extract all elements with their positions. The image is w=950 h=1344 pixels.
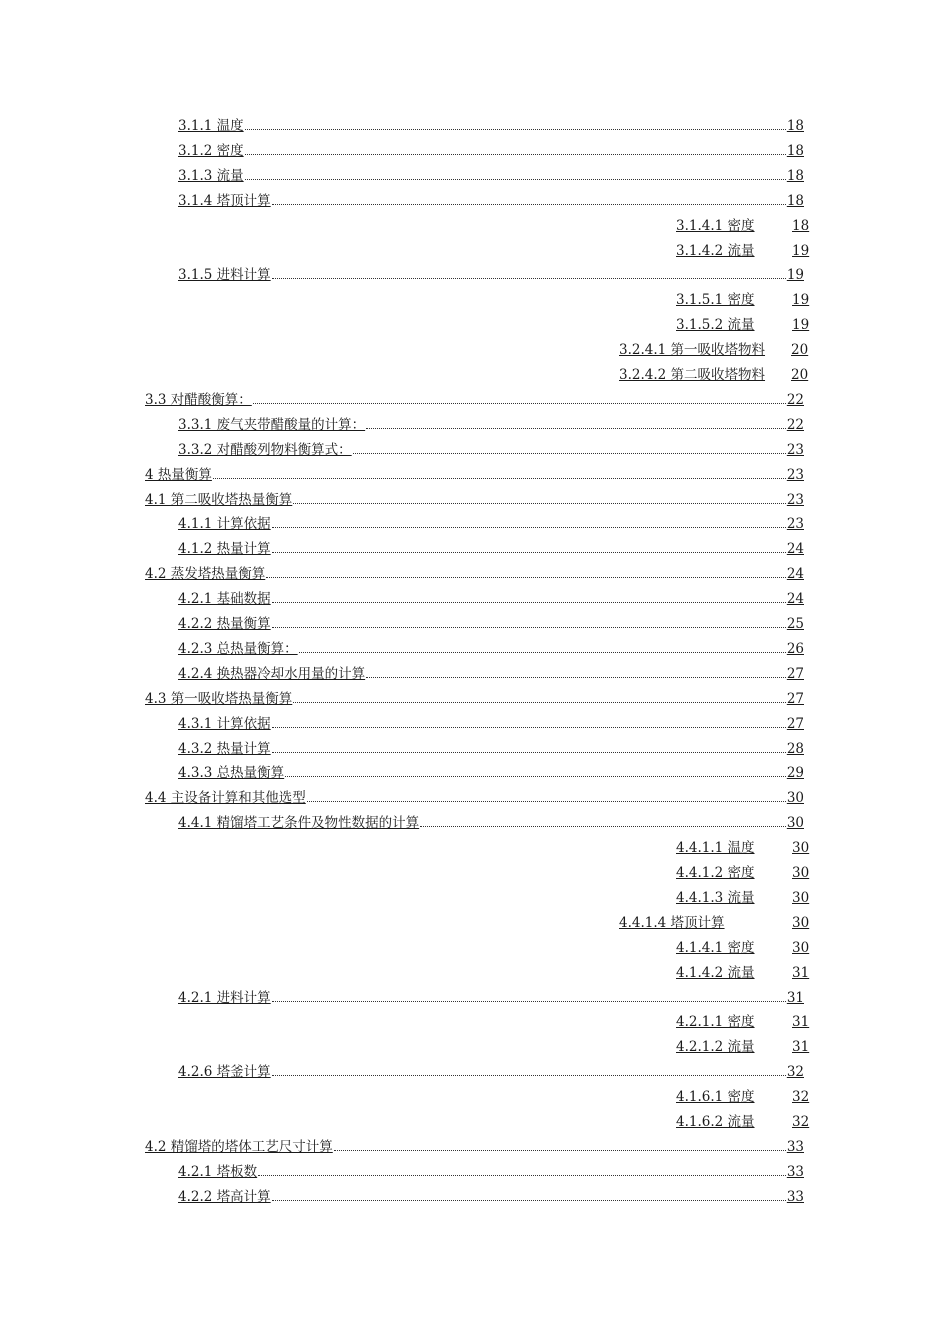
toc-entry-title: 4.1.2 热量计算 [178,541,271,558]
toc-entry-title: 4.2 蒸发塔热量衡算 [145,566,266,583]
toc-entry-title: 4.3.1 计算依据 [178,715,271,732]
toc-leader-dots [272,265,786,279]
toc-entry-page: 23 [786,466,804,483]
toc-entry-title: 4.4.1.2 密度 [676,865,755,881]
toc-entry[interactable] [145,788,804,808]
toc-entry-page: 27 [786,665,804,682]
toc-entry[interactable] [145,490,804,510]
toc-leader-dots [272,614,786,628]
toc-leader-dots [272,589,786,603]
toc-entry-page: 32 [792,1114,810,1130]
toc-entry[interactable] [619,340,809,360]
toc-leader-dots [272,988,786,1002]
toc-leader-dots [272,714,786,728]
toc-entry[interactable] [178,614,804,634]
toc-entry[interactable] [178,440,804,460]
toc-leader-dots [245,116,786,130]
toc-entry-title: 3.2.4.1 第一吸收塔物料 [619,342,766,359]
toc-entry[interactable] [178,1162,804,1182]
toc-leader-dots [293,490,786,504]
toc-entry-title: 4.2.1.1 密度 [676,1014,755,1031]
toc-leader-dots [272,739,786,753]
toc-entry-title: 3.1.4.1 密度 [676,217,755,234]
toc-entry-title: 4.1 第二吸收塔热量衡算 [145,491,293,508]
toc-entry[interactable] [676,315,810,335]
toc-entry-title: 3.3.1 废气夹带醋酸量的计算： [178,416,366,433]
toc-leader-dots [353,440,786,454]
toc-entry-title: 4.4.1.1 温度 [676,840,755,857]
toc-entry[interactable] [676,1112,810,1132]
toc-entry-title: 4.2.4 换热器冷却水用量的计算 [178,665,366,682]
toc-entry[interactable] [676,838,810,858]
toc-entry[interactable] [676,290,810,310]
toc-leader-dots [253,390,786,404]
toc-entry-title: 4.2.3 总热量衡算： [178,640,298,657]
toc-entry-title: 4.1.6.1 密度 [676,1089,755,1106]
toc-entry-title: 3.1.1 温度 [178,118,244,134]
toc-entry-page: 18 [792,217,810,234]
toc-entry-page: 28 [786,740,804,757]
toc-leader-dots [299,639,786,653]
toc-entry-page: 23 [786,491,804,508]
toc-entry-title: 4.1.6.2 流量 [676,1114,755,1130]
toc-entry-page: 23 [786,441,804,458]
toc-entry-page: 33 [786,1163,804,1180]
toc-entry[interactable] [145,390,804,410]
toc-entry-title: 4.1.1 计算依据 [178,516,271,533]
toc-entry[interactable] [178,988,804,1008]
toc-entry-page: 29 [786,765,804,782]
toc-entry[interactable] [178,116,804,136]
toc-entry-page: 30 [792,865,810,881]
toc-entry-page: 30 [792,889,810,906]
toc-entry-title: 4.2.2 塔高计算 [178,1188,271,1205]
toc-entry-page: 31 [792,1014,810,1031]
toc-entry[interactable] [145,465,804,485]
toc-entry-title: 4.2.1 基础数据 [178,591,271,608]
toc-entry[interactable] [178,514,804,534]
toc-entry[interactable] [676,863,810,883]
toc-entry-page: 20 [791,367,809,383]
toc-entry[interactable] [178,763,804,783]
toc-leader-dots [366,664,786,678]
toc-leader-dots [334,1137,786,1151]
toc-entry-title: 4.4.1.3 流量 [676,889,755,906]
toc-entry[interactable] [178,639,804,659]
toc-entry-page: 18 [786,192,804,209]
toc-entry[interactable] [676,1037,810,1057]
toc-entry-page: 19 [792,292,810,309]
toc-entry-title: 4.1.4.2 流量 [676,964,755,981]
toc-entry-page: 18 [786,142,804,159]
toc-entry-title: 4.3 第一吸收塔热量衡算 [145,690,293,707]
toc-entry-title: 3.1.3 流量 [178,167,244,184]
toc-entry-page: 24 [786,541,804,558]
toc-entry-page: 25 [786,616,804,632]
toc-entry[interactable] [676,963,810,983]
toc-entry-page: 19 [792,242,810,259]
toc-entry[interactable] [178,141,804,161]
toc-entry-page: 32 [786,1064,804,1081]
toc-entry-page: 32 [792,1089,810,1106]
toc-leader-dots [272,539,786,553]
toc-entry[interactable] [676,241,810,261]
toc-entry-title: 4 热量衡算 [145,466,212,483]
toc-entry-title: 4.2.1 塔板数 [178,1163,258,1180]
toc-leader-dots [258,1162,786,1176]
toc-entry-title: 3.3.2 对醋酸列物料衡算式： [178,441,352,458]
toc-leader-dots [245,166,786,180]
toc-leader-dots [272,1062,786,1076]
toc-entry[interactable] [145,564,804,584]
toc-entry-page: 31 [786,989,804,1006]
toc-entry-page: 27 [786,715,804,732]
toc-entry-page: 22 [786,416,804,433]
toc-leader-dots [266,564,786,578]
toc-entry-title: 4.3.3 总热量衡算 [178,765,285,782]
toc-entry[interactable] [178,415,804,435]
toc-entry[interactable] [676,216,810,236]
toc-entry-title: 4.2.6 塔釜计算 [178,1064,271,1081]
toc-entry-title: 3.1.2 密度 [178,142,244,159]
toc-entry-title: 3.1.5.1 密度 [676,292,755,309]
toc-entry-title: 4.3.2 热量计算 [178,740,271,757]
toc-entry[interactable] [178,166,804,186]
toc-entry-title: 4.2.1.2 流量 [676,1039,755,1056]
toc-leader-dots [213,465,786,479]
toc-entry-title: 4.2.2 热量衡算 [178,616,271,632]
toc-entry-page: 30 [786,815,804,832]
toc-entry[interactable] [178,739,804,759]
toc-entry-page: 30 [792,939,810,956]
toc-entry-page: 33 [786,1138,804,1155]
toc-entry[interactable] [676,938,810,958]
toc-entry-title: 4.1.4.1 密度 [676,939,755,956]
toc-entry[interactable] [145,1137,804,1157]
toc-entry-page: 31 [792,1039,810,1056]
toc-leader-dots [420,813,786,827]
toc-entry[interactable] [178,813,804,833]
toc-entry-page: 19 [792,317,810,334]
toc-leader-dots [293,689,786,703]
toc-entry-page: 22 [786,391,804,408]
toc-entry[interactable] [619,365,809,385]
toc-leader-dots [272,514,786,528]
toc-entry[interactable] [178,265,804,285]
toc-entry-title: 4.2.1 进料计算 [178,989,271,1006]
toc-entry[interactable] [178,664,804,684]
toc-entry[interactable] [178,191,804,211]
toc-entry[interactable] [178,1187,804,1207]
toc-entry-page: 18 [786,118,804,134]
toc-entry-title: 3.1.5.2 流量 [676,317,755,334]
toc-entry-page: 24 [786,591,804,608]
toc-leader-dots [245,141,786,155]
toc-entry-title: 3.1.4.2 流量 [676,242,755,259]
toc-entry-page: 33 [786,1188,804,1205]
toc-entry-title: 3.1.5 进料计算 [178,267,271,284]
toc-entry-page: 30 [786,790,804,807]
toc-entry[interactable] [178,539,804,559]
toc-entry[interactable] [676,888,810,908]
toc-entry-title: 4.2 精馏塔的塔体工艺尺寸计算 [145,1138,333,1155]
toc-entry-title: 4.4.1.4 塔顶计算 [619,914,725,931]
toc-entry-title: 4.4 主设备计算和其他选型 [145,790,306,807]
toc-entry-page: 30 [792,914,810,931]
toc-leader-dots [307,788,786,802]
toc-entry-page: 20 [791,342,809,359]
toc-entry-title: 3.3 对醋酸衡算： [145,391,252,408]
toc-entry-title: 3.1.4 塔顶计算 [178,192,271,209]
toc-entry[interactable] [676,1012,810,1032]
toc-entry[interactable] [619,913,810,933]
toc-entry[interactable] [178,714,804,734]
toc-leader-dots [272,191,786,205]
toc-entry-page: 24 [786,566,804,583]
toc-entry[interactable] [178,589,804,609]
toc-entry[interactable] [178,1062,804,1082]
toc-entry-page: 26 [786,640,804,657]
toc-entry-title: 3.2.4.2 第二吸收塔物料 [619,367,766,383]
toc-entry-page: 19 [786,267,804,284]
toc-entry-page: 30 [792,840,810,857]
toc-entry-title: 4.4.1 精馏塔工艺条件及物性数据的计算 [178,815,420,832]
toc-entry-page: 18 [786,167,804,184]
toc-leader-dots [285,763,786,777]
toc-entry-page: 31 [792,964,810,981]
toc-entry-page: 23 [786,516,804,533]
toc-leader-dots [272,1187,786,1201]
toc-entry-page: 27 [786,690,804,707]
toc-entry[interactable] [676,1087,810,1107]
toc-leader-dots [366,415,786,429]
toc-entry[interactable] [145,689,804,709]
